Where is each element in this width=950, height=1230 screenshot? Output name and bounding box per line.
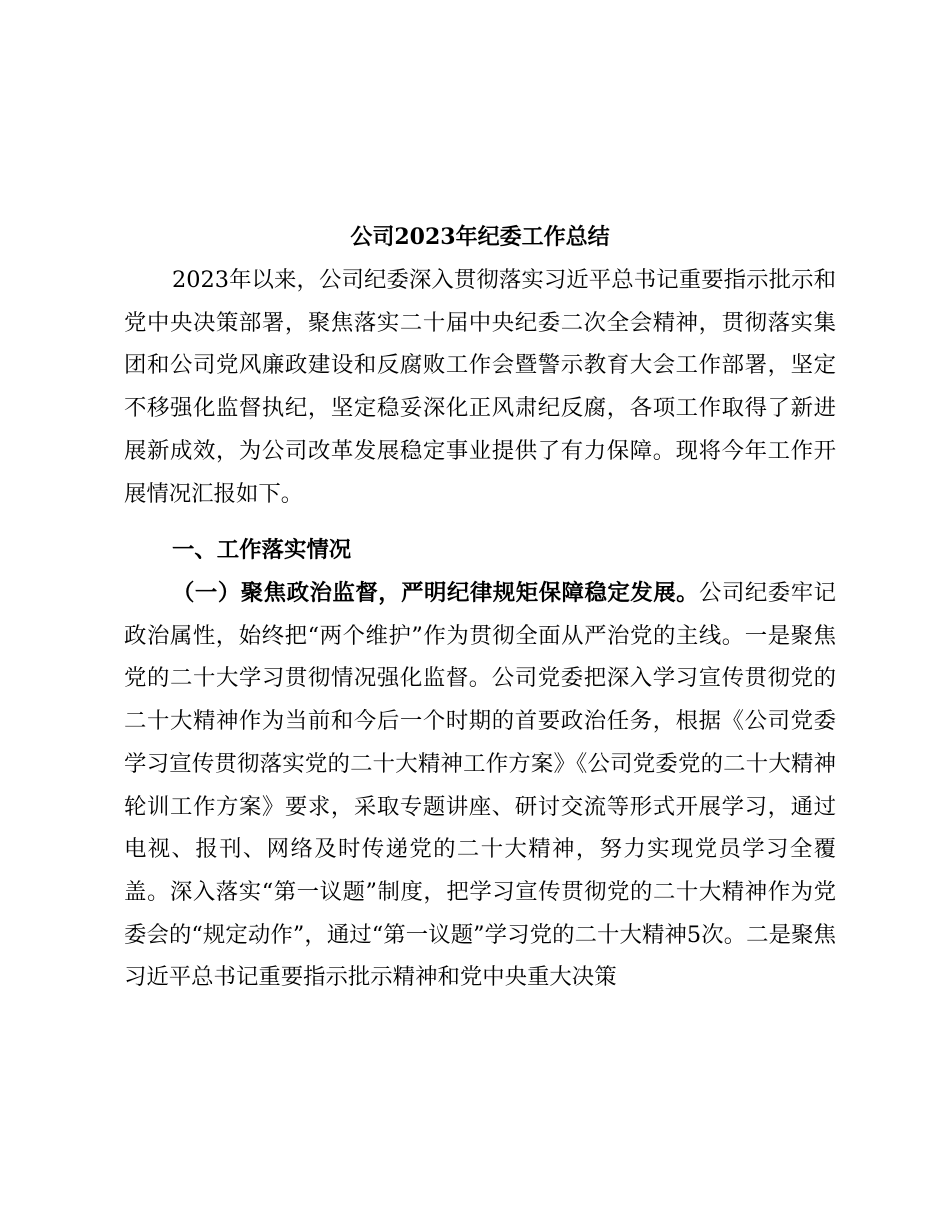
subsection-body: 公司纪委牢记政治属性，始终把“两个维护”作为贯彻全面从严治党的主线。一是聚焦党的二十大学习贯彻情况强化监督。公司党委把深入学习宣传贯彻党的二十大精神作为当前和今后一个时期的首要政治任务，根据《公司党委学习宣传贯彻落实党的二十大精神工作方案》《公司党委党的二十大精神轮训工作方案》要求，采取专题讲座、研讨交流等形式开展学习，通过电视、报刊、网络及时传递党的二十大精神，努力实现党员学习全覆盖。深入落实“第一议题”制度，把学习宣传贯彻党的二十大精神作为党委会的“规定动作”，通过“第一议题”学习党的二十大精神5次。二是聚焦习近平总书记重要指示批示精神和党中央重大决策 [124,580,837,991]
subsection-lead: （一）聚焦政治监督，严明纪律规矩保障稳定发展。 [172,580,700,606]
section-heading: 一、工作落实情况 [172,537,352,563]
document-title: 公司2023年纪委工作总结 [350,224,610,250]
section-paragraph [124,572,836,999]
intro-paragraph: 2023年以来，公司纪委深入贯彻落实习近平总书记重要指示批示和党中央决策部署，聚焦落实二十届中央纪委二次全会精神，贯彻落实集团和公司党风廉政建设和反腐败工作会暨警示教育大会工作部署，坚定不移强化监督执纪，坚定稳妥深化正风肃纪反腐，各项工作取得了新进展新成效，为公司改革发展稳定事业提供了有力保障。现将今年工作开展情况汇报如下。 [124,267,836,507]
